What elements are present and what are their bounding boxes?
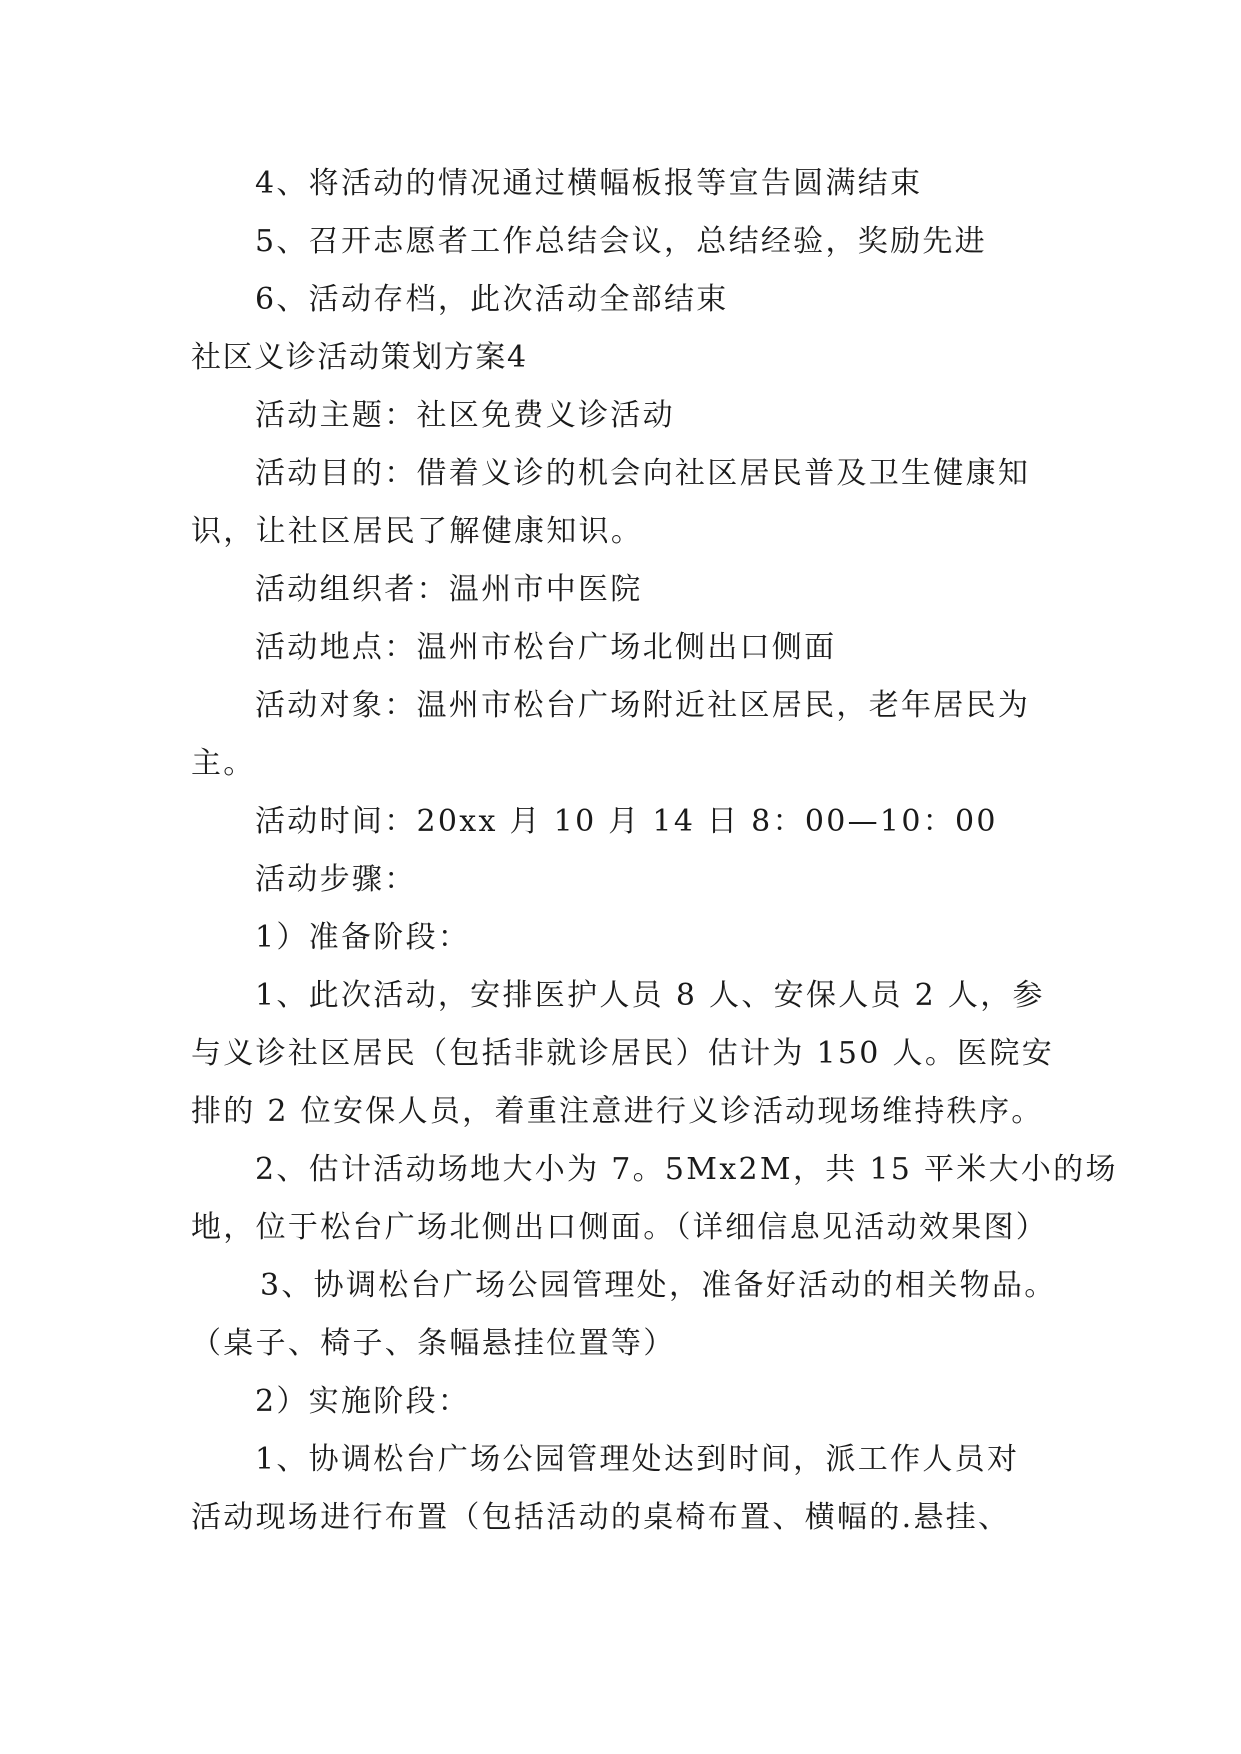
text-line: 活动时间：20xx 月 10 月 14 日 8：00—10：00	[255, 804, 998, 839]
text-line: 5、召开志愿者工作总结会议，总结经验，奖励先进	[255, 224, 987, 259]
text-line: 活动组织者：温州市中医院	[255, 572, 643, 607]
text-line: 活动目的：借着义诊的机会向社区居民普及卫生健康知	[255, 456, 1031, 491]
text-line: 识，让社区居民了解健康知识。	[191, 514, 644, 549]
text-line: 活动步骤：	[255, 862, 417, 897]
text-line: 活动对象：温州市松台广场附近社区居民，老年居民为	[255, 688, 1031, 723]
text-line: 1、协调松台广场公园管理处达到时间，派工作人员对	[255, 1442, 1020, 1477]
text-line: 活动地点：温州市松台广场北侧出口侧面	[255, 630, 837, 665]
text-line: 3、协调松台广场公园管理处，准备好活动的相关物品。	[260, 1268, 1057, 1303]
text-line: 主。	[191, 746, 256, 781]
text-line: 活动现场进行布置（包括活动的桌椅布置、横幅的.悬挂、	[191, 1500, 1011, 1535]
text-line: 2、估计活动场地大小为 7。5Mx2M，共 15 平米大小的场	[255, 1152, 1118, 1187]
text-line: 1、此次活动，安排医护人员 8 人、安保人员 2 人，参	[255, 978, 1045, 1013]
text-line: 1）准备阶段：	[255, 920, 471, 955]
text-line: 地，位于松台广场北侧出口侧面。（详细信息见活动效果图）	[191, 1210, 1049, 1245]
text-line: （桌子、椅子、条幅悬挂位置等）	[191, 1326, 676, 1361]
text-line: 与义诊社区居民（包括非就诊居民）估计为 150 人。医院安	[191, 1036, 1055, 1071]
text-line: 排的 2 位安保人员，着重注意进行义诊活动现场维持秩序。	[191, 1094, 1044, 1129]
text-line: 6、活动存档，此次活动全部结束	[255, 282, 729, 317]
text-line: 4、将活动的情况通过横幅板报等宣告圆满结束	[255, 166, 923, 201]
section-heading: 社区义诊活动策划方案4	[191, 340, 528, 375]
text-line: 活动主题：社区免费义诊活动	[255, 398, 675, 433]
text-line: 2）实施阶段：	[255, 1384, 471, 1419]
